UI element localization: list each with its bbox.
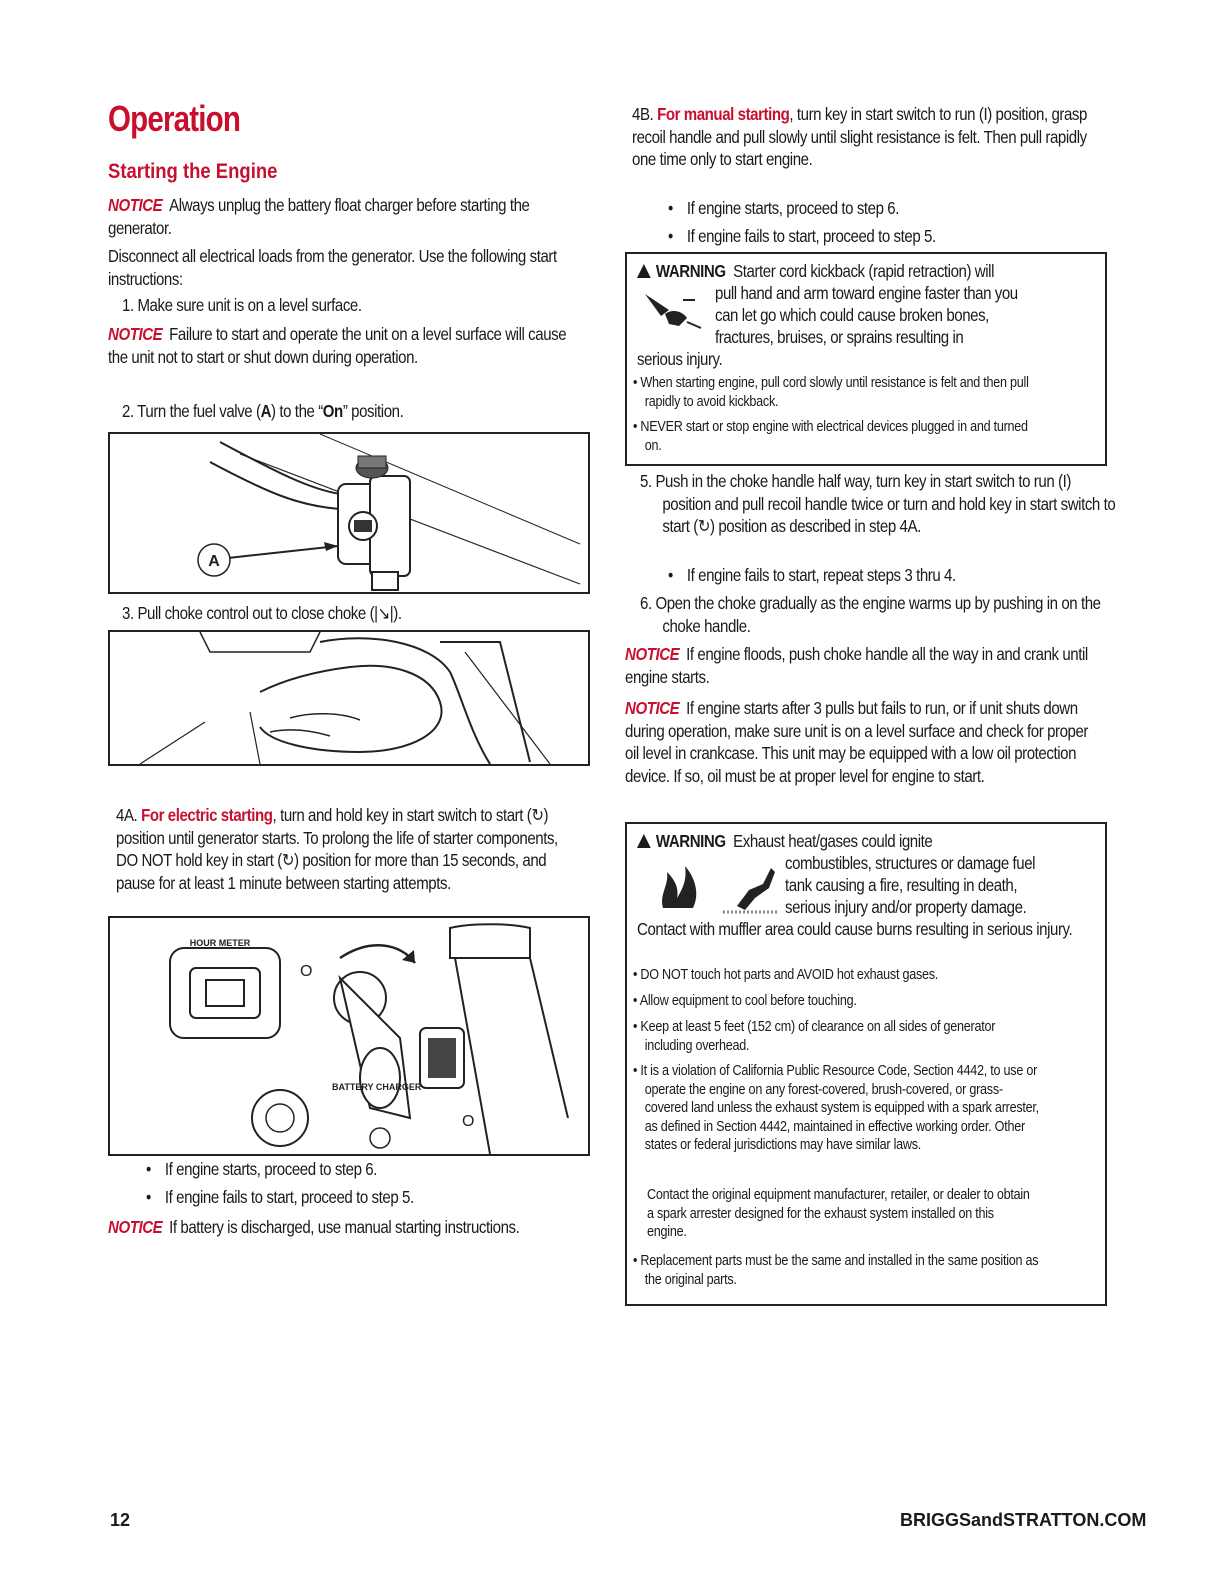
right-bullet-engine-starts: • If engine starts, proceed to step 6. — [668, 198, 900, 218]
exhaust-bullet-5: • Replacement parts must be the same and installed in the same position as the original parts. — [633, 1252, 1039, 1288]
svg-text:O: O — [462, 1113, 475, 1130]
notice-label: NOTICE — [108, 195, 163, 215]
electric-starting-heading: For electric starting — [141, 805, 273, 825]
page-title: Operation — [108, 98, 241, 139]
hot-surface-hand-icon — [737, 868, 775, 910]
figure-key-switch — [108, 916, 590, 1156]
intro-paragraph: Disconnect all electrical loads from the generator. Use the following start instructions: — [108, 246, 557, 289]
fire-icon — [662, 866, 696, 908]
section-heading: Starting the Engine — [108, 160, 278, 183]
svg-text:O: O — [300, 963, 313, 980]
notice-oil-level: NOTICE If engine starts after 3 pulls but fails to run, or if unit shuts down during operation, make sure unit is on a level surface and check for proper oil level in crankcase. This unit may be equipped with a low oil protection device. If so, oil must be at proper level for engine to start. — [625, 698, 1089, 786]
figure-choke — [108, 630, 590, 766]
exhaust-bullet-4-continued: Contact the original equipment manufacturer, retailer, or dealer to obtain a spark arrester designed for the exhaust system installed on this engine. — [647, 1186, 1030, 1240]
exhaust-bullet-2: • Allow equipment to cool before touching. — [633, 992, 857, 1009]
notice-unplug-charger: NOTICE Always unplug the battery float charger before starting the generator. — [108, 195, 530, 238]
step-6: 6. Open the choke gradually as the engine warms up by pushing in on the choke handle. — [640, 593, 1101, 636]
notice-battery-discharged: NOTICE If battery is discharged, use manual starting instructions. — [108, 1217, 520, 1237]
step-5-bullet: • If engine fails to start, repeat steps 3 thru 4. — [668, 565, 956, 585]
warning-triangle-icon — [637, 834, 651, 848]
step-1: 1. Make sure unit is on a level surface. — [122, 295, 362, 315]
step-3: 3. Pull choke control out to close choke (|↘|). — [122, 603, 402, 623]
step-5: 5. Push in the choke handle half way, turn key in start switch to run (I) position and pull recoil handle twice or turn and hold key in start switch to start (↻) position as described in step 4A. — [640, 471, 1116, 536]
left-bullet-engine-starts: • If engine starts, proceed to step 6. — [146, 1159, 378, 1179]
battery-charger-label: BATTERY CHARGER — [332, 1082, 422, 1092]
exhaust-bullet-4: • It is a violation of California Public Resource Code, Section 4442, to use or operate the engine on any forest-covered, brush-covered, or grass-covered land unless the exhaust system is equipped with a spark arrester, as defined in Section 4442, maintained in effective working order. Other states or federal jurisdictions may have similar laws. — [633, 1062, 1039, 1153]
fuel-valve-illustration — [110, 434, 588, 592]
fire-and-hot-surface-icons — [653, 858, 783, 914]
step-2: 2. Turn the fuel valve (A) to the “On” position. — [122, 401, 404, 421]
kickback-hand-icon — [639, 288, 713, 334]
kickback-bullet-1: • When starting engine, pull cord slowly until resistance is felt and then pull rapidly to avoid kickback. — [633, 374, 1029, 410]
kickback-bullet-2: • NEVER start or stop engine with electrical devices plugged in and turned on. — [633, 418, 1028, 454]
notice-engine-floods: NOTICE If engine floods, push choke handle all the way in and crank until engine starts. — [625, 644, 1088, 687]
exhaust-bullet-3: • Keep at least 5 feet (152 cm) of clearance on all sides of generator including overhead. — [633, 1018, 996, 1054]
warning-kickback-box: WARNING Starter cord kickback (rapid retraction) will pull hand and arm toward engine faster than you can let go which could cause broken bones, fractures, bruises, or sprains resulting in serious injury. • When starting engine, pull cord slowly until resistance is felt and then pull rapidly to avoid kickback. • NEVER start or stop engine with electrical devices plugged in and turned on. — [625, 252, 1107, 466]
warning-exhaust-box: WARNING Exhaust heat/gases could ignite combustibles, structures or damage fuel tank causing a fire, resulting in death, serious injury and/or property damage. Contact with muffler area could cause burns resulting in serious injury. • DO NOT touch hot parts and AVOID hot exhaust gases. • Allow equipment to cool before touching. • Keep at least 5 feet (152 cm) of clearance on all sides of generator including overhead. • It is a violation of California Public Resource Code, Section 4442, to use or operate the engine on any forest-covered, brush-covered, or grass-covered land unless the exhaust system is equipped with a spark arrester, as defined in Section 4442, maintained in effective working order. Other states or federal jurisdictions may have similar laws. Contact the original equipment manufacturer, retailer, or dealer to obtain a spark arrester designed for the exhaust system installed on this engine. • Replacement parts must be the same and installed in the same position as the original parts. — [625, 822, 1107, 1306]
website-url: BRIGGSandSTRATTON.COM — [900, 1510, 1147, 1530]
choke-hand-illustration — [110, 632, 588, 764]
step-4b: 4B. For manual starting, turn key in start switch to run (I) position, grasp recoil handle and pull slowly until slight resistance is felt. Then pull rapidly one time only to start engine. — [632, 104, 1087, 169]
figure-fuel-valve — [108, 432, 590, 594]
key-switch-illustration — [110, 918, 588, 1154]
figure-callout-a: A — [208, 553, 220, 570]
hour-meter-label: HOUR METER — [189, 938, 251, 948]
page-number: 12 — [110, 1510, 131, 1530]
notice-level-surface: NOTICE Failure to start and operate the unit on a level surface will cause the unit not to start or shut down during operation. — [108, 324, 567, 367]
manual-starting-heading: For manual starting — [657, 104, 790, 124]
step-4a: 4A. For electric starting, turn and hold key in start switch to start (↻) position until generator starts. To prolong the life of starter components, DO NOT hold key in start (↻) position for more than 15 seconds, and pause for at least 1 minute between starting attempts. — [116, 805, 558, 893]
warning-triangle-icon — [637, 264, 651, 278]
right-bullet-engine-fails: • If engine fails to start, proceed to step 5. — [668, 226, 936, 246]
left-bullet-engine-fails: • If engine fails to start, proceed to step 5. — [146, 1187, 414, 1207]
exhaust-bullet-1: • DO NOT touch hot parts and AVOID hot exhaust gases. — [633, 966, 939, 983]
